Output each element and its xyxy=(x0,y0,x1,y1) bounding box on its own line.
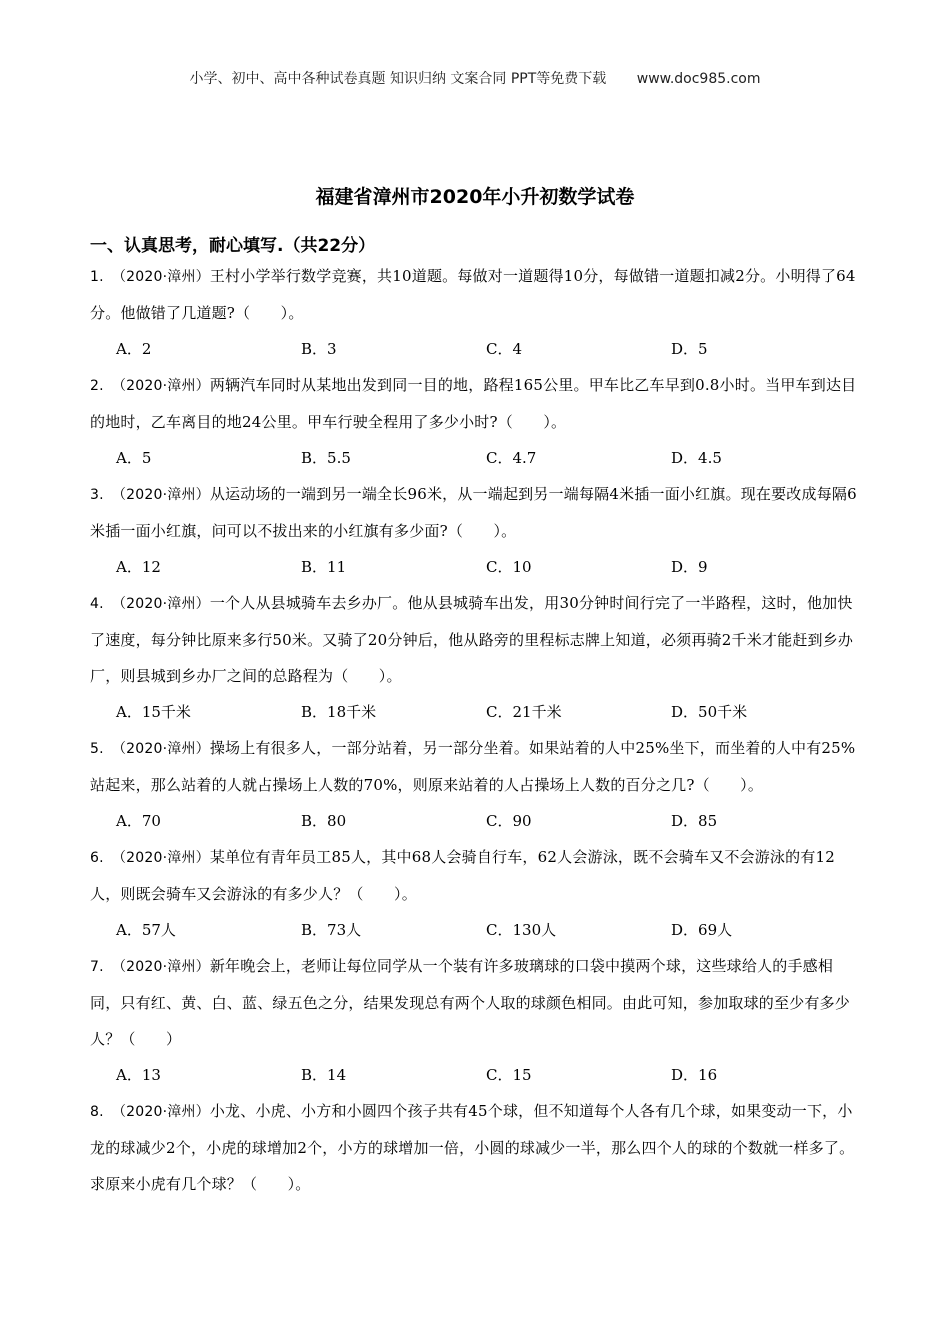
question-number: 4. xyxy=(90,596,104,612)
question-number: 2. xyxy=(90,378,104,394)
answer-option: C．130人 xyxy=(486,921,557,939)
page-header xyxy=(0,68,950,88)
question-item xyxy=(90,367,862,476)
answer-option: A．70 xyxy=(116,812,161,830)
question-stem xyxy=(90,258,862,331)
page-title: 福建省漳州市2020年小升初数学试卷 xyxy=(315,186,635,208)
question-item xyxy=(90,1093,862,1202)
question-source: （2020·漳州） xyxy=(118,378,210,394)
answer-option: A．57人 xyxy=(116,921,176,939)
answer-option: D．69人 xyxy=(671,921,733,939)
question-source: （2020·漳州） xyxy=(118,1104,210,1120)
question-source: （2020·漳州） xyxy=(118,487,210,503)
question-item xyxy=(90,476,862,585)
answer-option: D．85 xyxy=(671,812,718,830)
question-number: 3. xyxy=(90,487,104,503)
answer-option: A．13 xyxy=(116,1066,161,1084)
question-text: 从运动场的一端到另一端全长96米，从一端起到另一端每隔4米插一面小红旗。现在要改成每隔6米插一面小红旗，问可以不拔出来的小红旗有多少面?（ ）。 xyxy=(90,485,857,540)
question-item xyxy=(90,730,862,839)
answer-option: D．16 xyxy=(671,1066,718,1084)
question-text: 操场上有很多人，一部分站着，另一部分坐着。如果站着的人中25%坐下，而坐着的人中有25%站起来，那么站着的人就占操场上人数的70%，则原来站着的人占操场上人数的百分之几?（ ）。 xyxy=(90,739,856,794)
option-row xyxy=(90,803,862,839)
answer-option: B．3 xyxy=(301,340,337,358)
question-text: 某单位有青年员工85人，其中68人会骑自行车，62人会游泳，既不会骑车又不会游泳的有12人，则既会骑车又会游泳的有多少人？（ ）。 xyxy=(90,848,836,903)
question-list xyxy=(90,258,862,1202)
question-stem xyxy=(90,367,862,440)
question-stem xyxy=(90,839,862,912)
option-row xyxy=(90,440,862,476)
option-row xyxy=(90,694,862,730)
question-number: 6. xyxy=(90,850,104,866)
question-stem xyxy=(90,476,862,549)
question-source: （2020·漳州） xyxy=(118,850,210,866)
question-number: 8. xyxy=(90,1104,104,1120)
answer-option: D．4.5 xyxy=(671,449,722,467)
question-number: 5. xyxy=(90,741,104,757)
answer-option: A．2 xyxy=(116,340,152,358)
option-row xyxy=(90,912,862,948)
header-text: 小学、初中、高中各种试卷真题 知识归纳 文案合同 PPT等免费下载 xyxy=(189,71,607,87)
question-item xyxy=(90,839,862,948)
answer-option: B．11 xyxy=(301,558,347,576)
answer-option: B．18千米 xyxy=(301,703,377,721)
question-number: 1. xyxy=(90,269,104,285)
section-heading: 一、认真思考，耐心填写.（共22分） xyxy=(90,236,376,256)
option-row xyxy=(90,331,862,367)
answer-option: D．9 xyxy=(671,558,708,576)
answer-option: C．4.7 xyxy=(486,449,537,467)
answer-option: C．15 xyxy=(486,1066,532,1084)
answer-option: A．5 xyxy=(116,449,152,467)
option-row xyxy=(90,1057,862,1093)
question-text: 新年晚会上，老师让每位同学从一个装有许多玻璃球的口袋中摸两个球，这些球给人的手感相同，只有红、黄、白、蓝、绿五色之分，结果发现总有两个人取的球颜色相同。由此可知，参加取球的至少有多少人？（ ） xyxy=(90,957,851,1048)
answer-option: C．90 xyxy=(486,812,532,830)
question-text: 小龙、小虎、小方和小圆四个孩子共有45个球，但不知道每个人各有几个球，如果变动一下，小龙的球减少2个，小虎的球增加2个，小方的球增加一倍，小圆的球减少一半，那么四个人的球的个数就一样多了。求原来小虎有几个球？（ ）。 xyxy=(90,1102,855,1193)
answer-option: A．15千米 xyxy=(116,703,191,721)
question-source: （2020·漳州） xyxy=(118,959,210,975)
question-item xyxy=(90,585,862,730)
question-stem xyxy=(90,585,862,694)
question-source: （2020·漳州） xyxy=(118,741,210,757)
answer-option: C．10 xyxy=(486,558,532,576)
question-stem xyxy=(90,730,862,803)
header-site-link[interactable]: www.doc985.com xyxy=(636,71,761,87)
question-text: 一个人从县城骑车去乡办厂。他从县城骑车出发，用30分钟时间行完了一半路程，这时，他加快了速度，每分钟比原来多行50米。又骑了20分钟后，他从路旁的里程标志牌上知道，必须再骑2千米才能赶到乡办厂，则县城到乡办厂之间的总路程为（ ）。 xyxy=(90,594,854,685)
question-stem xyxy=(90,1093,862,1202)
question-item xyxy=(90,948,862,1093)
answer-option: D．5 xyxy=(671,340,708,358)
answer-option: B．73人 xyxy=(301,921,362,939)
answer-option: C．21千米 xyxy=(486,703,562,721)
answer-option: C．4 xyxy=(486,340,523,358)
answer-option: D．50千米 xyxy=(671,703,748,721)
question-stem xyxy=(90,948,862,1057)
question-text: 王村小学举行数学竞赛，共10道题。每做对一道题得10分，每做错一道题扣减2分。小明得了64分。他做错了几道题?（ ）。 xyxy=(90,267,856,322)
question-source: （2020·漳州） xyxy=(118,269,210,285)
question-source: （2020·漳州） xyxy=(118,596,210,612)
option-row xyxy=(90,549,862,585)
question-text: 两辆汽车同时从某地出发到同一目的地，路程165公里。甲车比乙车早到0.8小时。当甲车到达目的地时，乙车离目的地24公里。甲车行驶全程用了多少小时?（ ）。 xyxy=(90,376,857,431)
question-item xyxy=(90,258,862,367)
answer-option: B．80 xyxy=(301,812,347,830)
answer-option: B．5.5 xyxy=(301,449,351,467)
question-number: 7. xyxy=(90,959,104,975)
answer-option: B．14 xyxy=(301,1066,347,1084)
answer-option: A．12 xyxy=(116,558,161,576)
